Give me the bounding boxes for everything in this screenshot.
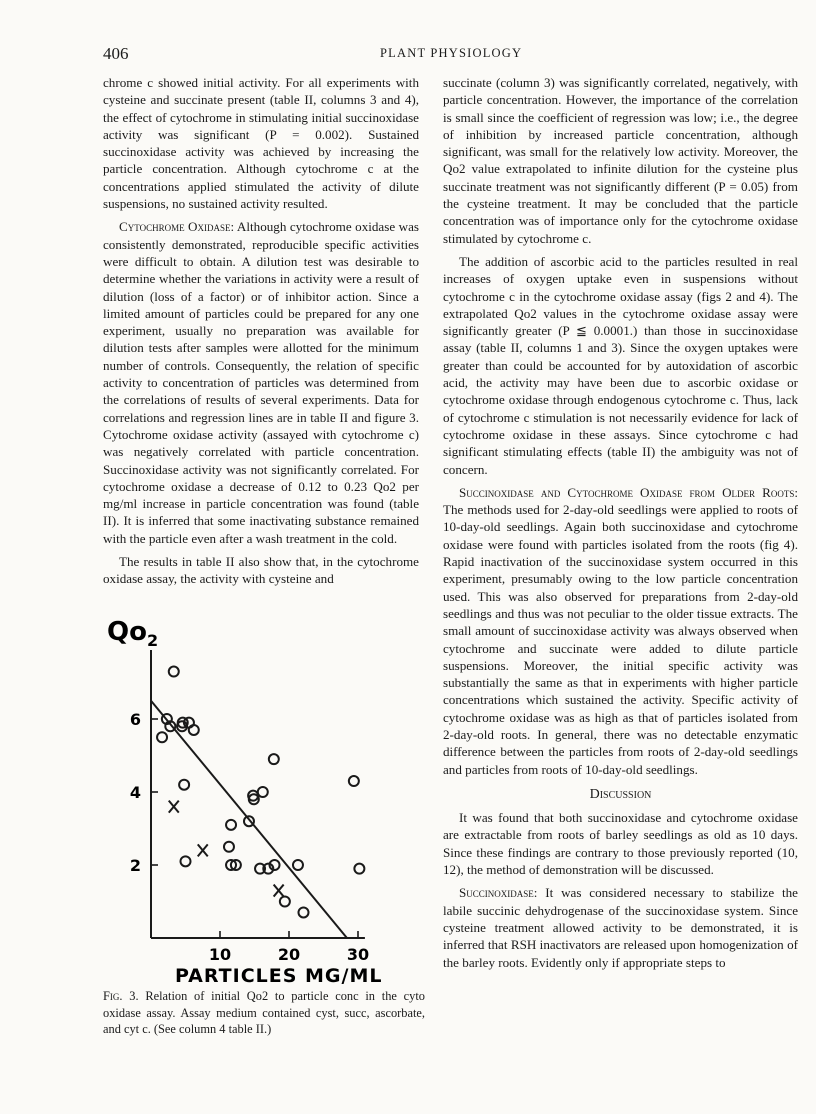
data-point-x (274, 885, 284, 897)
data-point-circle (226, 820, 236, 830)
y-tick-label: 2 (129, 856, 141, 875)
data-point-circle (169, 667, 179, 677)
paragraph (443, 884, 798, 970)
data-point-circle (354, 864, 364, 874)
x-tick-label: 30 (346, 945, 370, 964)
left-column (103, 74, 419, 588)
data-point-circle (244, 816, 254, 826)
x-tick-label: 10 (208, 945, 232, 964)
scatter-chart (103, 610, 423, 988)
data-point-circle (280, 897, 290, 907)
paragraph-text: The methods used for 2-day-old seedlings were applied to roots of 10-day-old seedlings. Again both succinoxidase and cytochrome oxidase were found with particles isolated from the roots (fig 4). Rapid inactivation of the succinoxidase system occurred in this experiment, presumably owing to the low particle concentration used. This was also observed for preparations from 2-day-old seedlings and thus was not peculiar to the older tissue extracts. The small amount of succinoxidase activity was always observed when cytochrome and succinate were added to dilute particle suspensions. Moreover, the initial specific activity was substantially the same as that in experiments with higher particle concentrations which sustained the activity. Specific activity of cytochrome oxidase was as high as that of particles isolated from 2-day-old roots. In general, there was no detectable enzymatic difference between the particles from roots of 2-day-old seedlings and particles from roots of 10-day-old seedlings. (443, 502, 798, 777)
data-point-circle (258, 787, 268, 797)
paragraph: succinate (column 3) was significantly correlated, negatively, with particle concentration. However, the importance of the correlation is small since the coefficient of regression was low; i.e., the degree of inhibition by increased particle concentration, although significant, was small for the relatively low activity. Moreover, the Qo2 value extrapolated to infinite dilution for the cysteine plus succinate treatment was not significantly different (P = 0.05) from the cysteine treatment. It may be concluded that the particle concentration was of importance only for the cytochrome oxidase stimulated by cytochrome c. (443, 75, 798, 246)
subsection-heading: Succinoxidase: (459, 885, 538, 901)
figure-3 (103, 610, 423, 988)
data-point-circle (293, 860, 303, 870)
x-axis-label: PARTICLES MG/ML (175, 965, 383, 987)
subsection-heading: Cytochrome Oxidase: (119, 219, 235, 235)
data-point-circle (157, 732, 167, 742)
page-number: 406 (103, 44, 129, 63)
paragraph: chrome c showed initial activity. For all experiments with cysteine and succinate present (table II, columns 3 and 4), the effect of cytochrome in stimulating initial succinoxidase activity was significant (P = 0.002). Sustained succinoxidase activity was achieved by increasing the particle concentration. Although cytochrome c at the concentrations applied stimulated the activity of dilute suspensions, no sustained activity resulted. (103, 75, 419, 212)
paragraph: The results in table II also show that, in the cytochrome oxidase assay, the activity with cysteine and (103, 554, 419, 587)
paragraph (443, 484, 798, 778)
data-point-circle (349, 776, 359, 786)
data-point-circle (269, 754, 279, 764)
y-axis-label: $Qo_2$ (107, 617, 159, 650)
x-tick-label: 20 (277, 945, 301, 964)
y-tick-label: 4 (129, 783, 141, 802)
paragraph: The addition of ascorbic acid to the particles resulted in real increases of oxygen uptake even in suspensions without cytochrome c in the cytochrome oxidase assay (figs 2 and 4). The extrapolated Qo2 values in the cytochrome oxidase assay were significantly greater (P ≦ 0.0001.) than those in succinoxidase assay (table II, columns 1 and 3). Since the oxygen uptakes were greater than could be accounted for by autoxidation of ascorbic acid, the activity may have been due to ascorbic oxidase or cytochrome oxidase through endogenous cytochrome c. Thus, lack of cytochrome c stimulation is not necessarily evidence for lack of cytochrome oxidase in these assays. Since cytochrome c had significant stimulating effects (table II) the ambiguity was not of concern. (443, 253, 798, 477)
figure-caption (103, 988, 425, 1038)
paragraph-text: It was considered necessary to stabilize the labile succinic dehydrogenase of the succinoxidase system. Since cysteine treatment allowed activity to be demonstrated, it is inferred that RSH inactivators are released upon homogenization of the barley roots. Evidently only if appropriate steps to (443, 885, 798, 970)
caption-label: Fig. 3. (103, 989, 139, 1003)
regression-line (151, 701, 347, 938)
data-point-circle (179, 780, 189, 790)
data-point-circle (189, 725, 199, 735)
data-point-circle (181, 856, 191, 866)
caption-text: Relation of initial Qo2 to particle conc in the cyto oxidase assay. Assay medium contained cyst, succ, ascorbate, and cyt c. (See column 4 table II.) (103, 989, 425, 1036)
paragraph (103, 218, 419, 547)
subsection-heading: Succinoxidase and Cytochrome Oxidase from Older Roots: (459, 484, 798, 500)
paragraph: It was found that both succinoxidase and cytochrome oxidase are extractable from roots of barley seedlings as old as 10 days. Since these findings are contrary to those previously reported (10, 12), the method of demonstration will be discussed. (443, 810, 798, 878)
data-point-circle (224, 842, 234, 852)
data-point-circle (298, 907, 308, 917)
y-tick-label: 6 (129, 710, 141, 729)
data-point-x (198, 844, 208, 856)
data-point-x (169, 801, 179, 813)
paragraph-text: Although cytochrome oxidase was consistently demonstrated, reproducible specific activities were difficult to obtain. A dilution test was desirable to determine whether the variations in activity were a result of dilution (loss of a factor) or of inhibitor action. Since a limited amount of particles could be prepared for any one experiment, usually no preparation was available for dilution tests after samples were allotted for the minimum number of controls. Consequently, the relation of specific activity to concentration of particles was determined from the correlations of results of several experiments. Data for correlations and regression lines are in table II and figure 3. Cytochrome oxidase activity (assayed with cytochrome c) was negatively correlated with particle concentration. Succinoxidase activity was not significantly correlated. For cytochrome oxidase a decrease of 0.12 to 0.23 Qo2 per mg/ml increase in particle concentration was found (table II). It is inferred that some inactivating substance remained with the particle even after a wash treatment in the cold. (103, 219, 419, 546)
running-head: PLANT PHYSIOLOGY (380, 46, 523, 60)
right-column (443, 74, 798, 971)
section-heading: Discussion (589, 786, 652, 802)
